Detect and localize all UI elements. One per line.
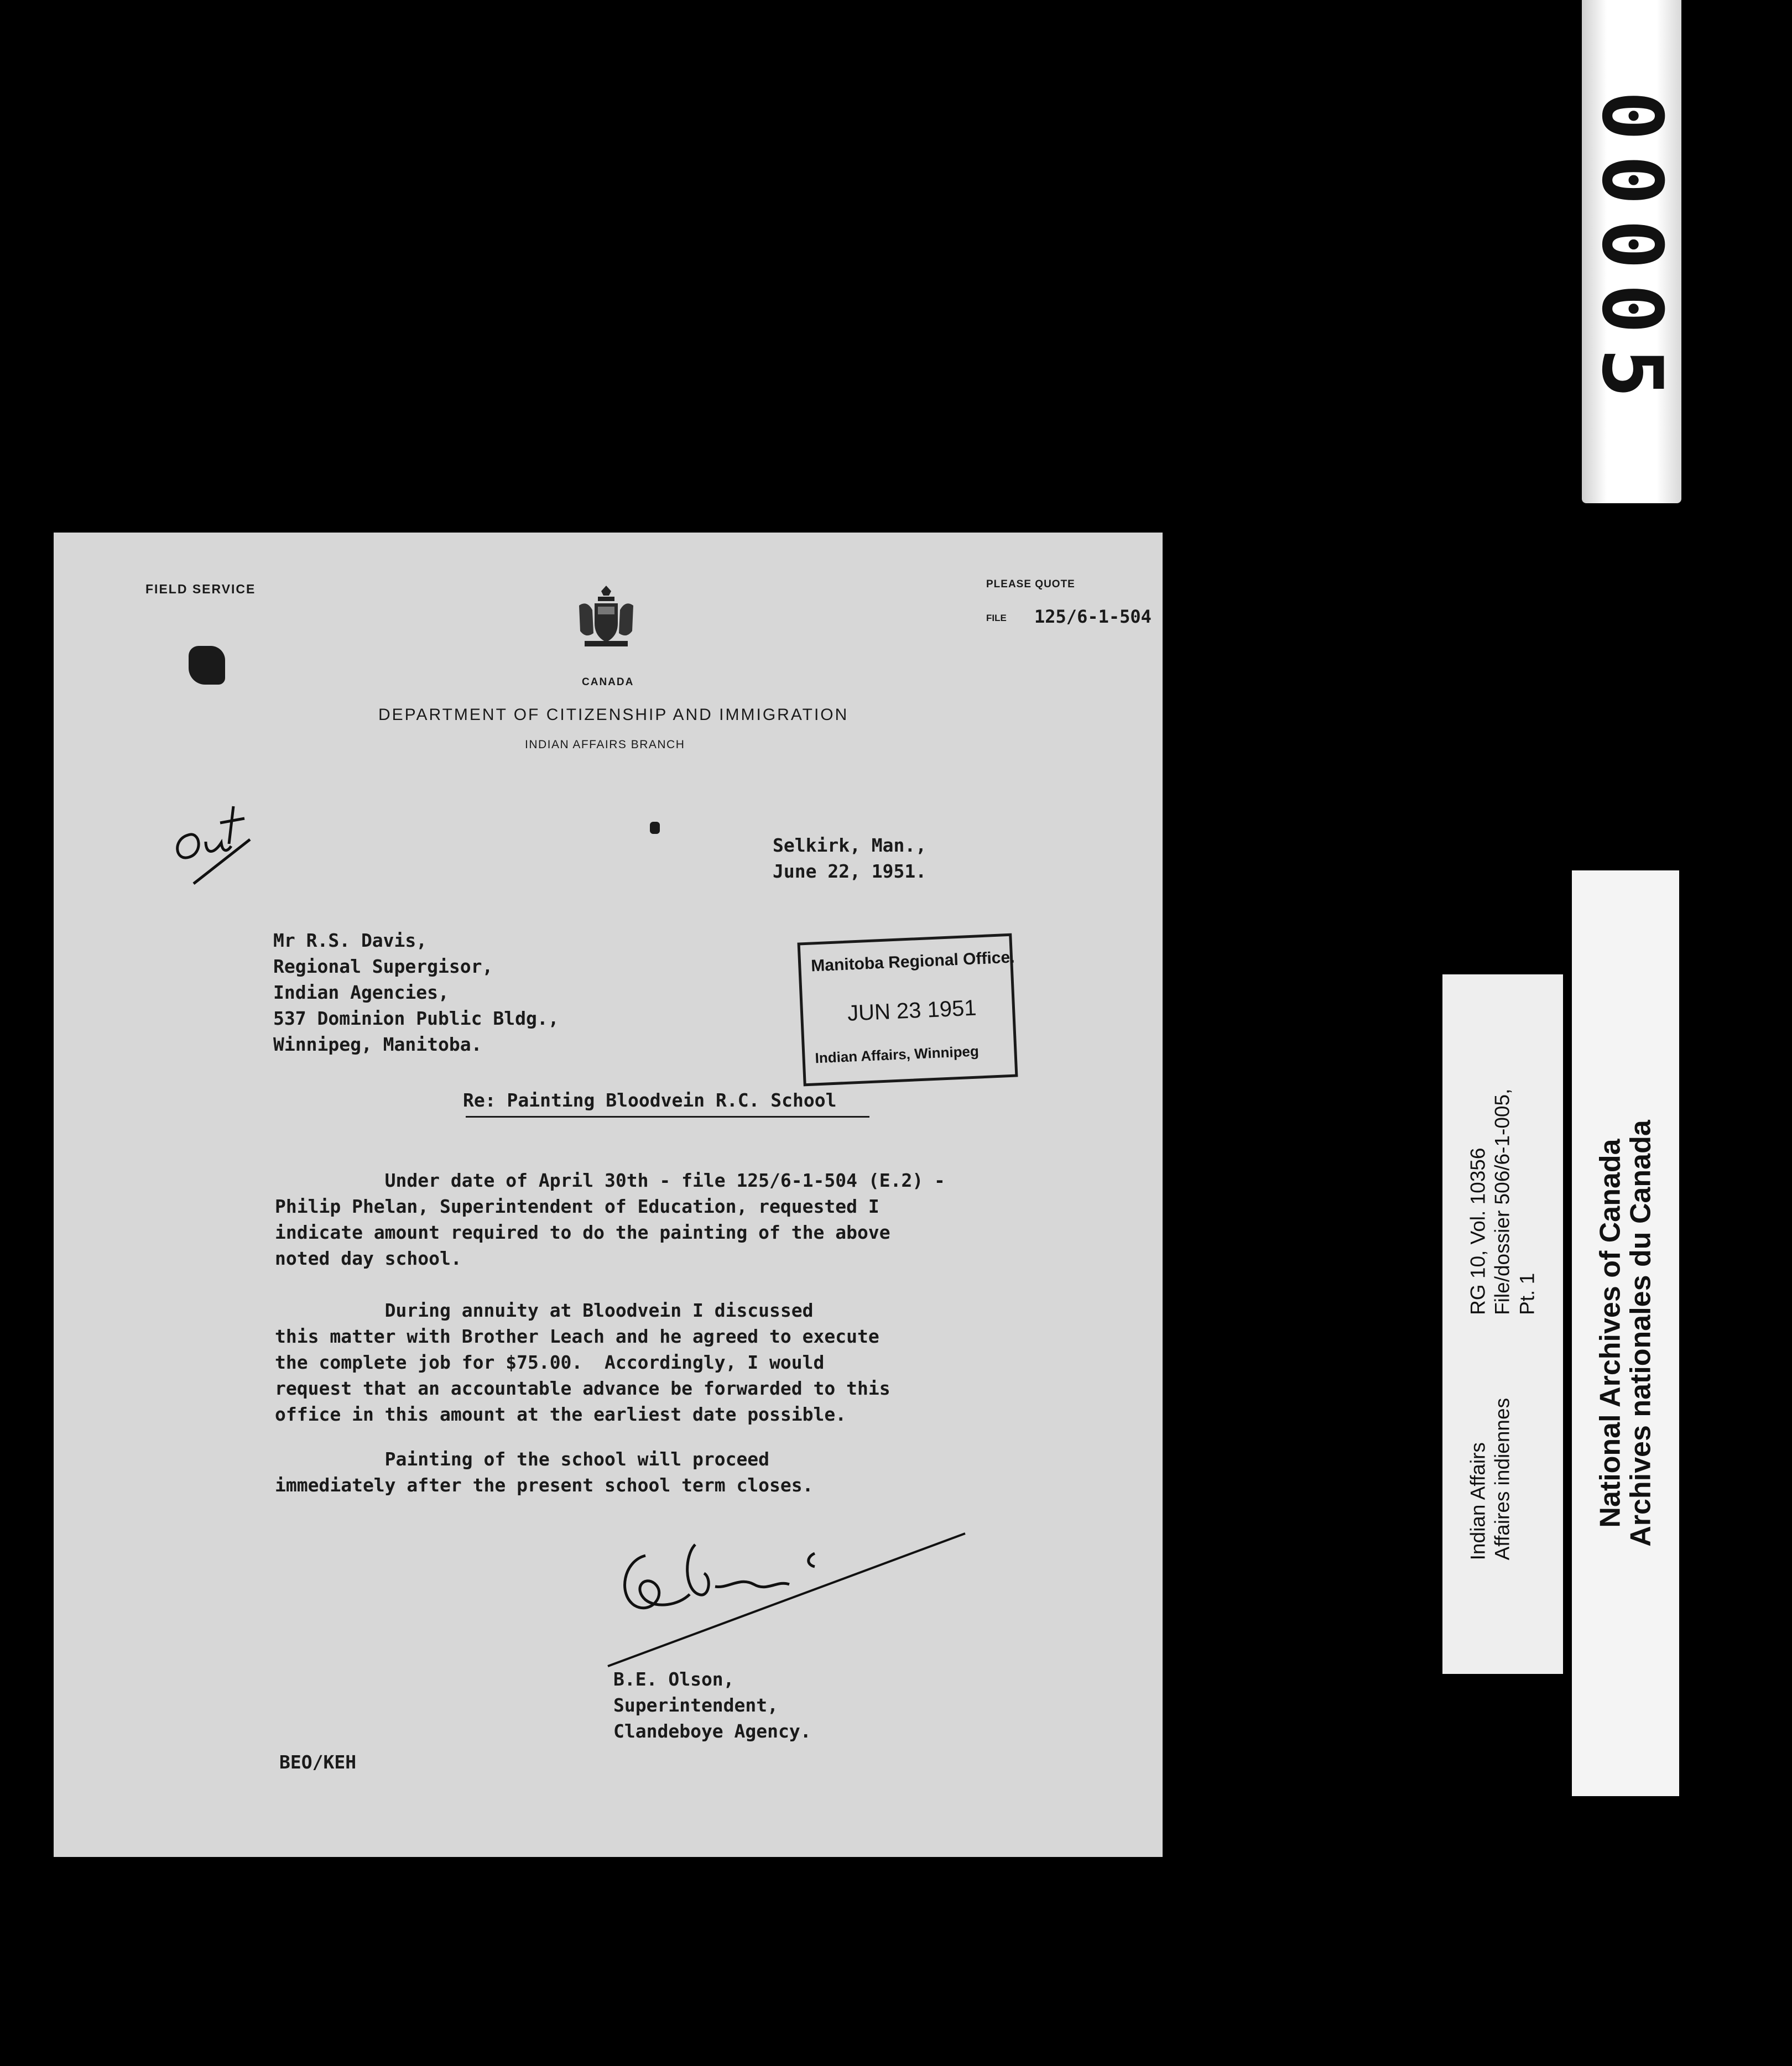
body-paragraph-3 — [275, 1446, 814, 1498]
handwritten-signature — [601, 1522, 977, 1683]
recipient-address — [273, 927, 559, 1057]
address-line: 537 Dominion Public Bldg., — [273, 1008, 559, 1029]
body-line: request that an accountable advance be forwarded to this — [275, 1378, 890, 1399]
file-number: 125/6-1-504 — [1034, 606, 1152, 627]
file-label: FILE — [986, 613, 1007, 623]
stamp-office: Manitoba Regional Office. — [810, 948, 1015, 975]
address-line: Winnipeg, Manitoba. — [273, 1034, 482, 1055]
card-line: Indian Affairs — [1466, 1442, 1489, 1560]
field-service-label: FIELD SERVICE — [145, 582, 256, 596]
signature-block — [613, 1666, 811, 1744]
card-ref-line: Pt. 1 — [1515, 1272, 1539, 1315]
body-line: noted day school. — [275, 1248, 462, 1269]
please-quote-label: PLEASE QUOTE — [986, 578, 1075, 590]
frame-number: 00005 — [1583, 91, 1680, 413]
department-title: DEPARTMENT OF CITIZENSHIP AND IMMIGRATION — [378, 706, 849, 724]
subject-line: Re: Painting Bloodvein R.C. School — [463, 1089, 837, 1111]
country-label: CANADA — [582, 676, 634, 688]
date-line: June 22, 1951. — [773, 860, 927, 882]
place-line: Selkirk, Man., — [773, 834, 927, 856]
national-archives-text — [1595, 1120, 1655, 1547]
signatory-title: Superintendent, — [613, 1694, 779, 1716]
address-line: Mr R.S. Davis, — [273, 930, 428, 951]
signatory-agency: Clandeboye Agency. — [613, 1720, 811, 1742]
stamp-date: JUN 23 1951 — [847, 995, 977, 1026]
ink-smudge — [189, 646, 225, 685]
body-line: Philip Phelan, Superintendent of Education, requested I — [275, 1196, 879, 1217]
place-date-block — [773, 832, 926, 884]
body-line: indicate amount required to do the painting of the above — [275, 1222, 890, 1243]
body-line: Under date of April 30th - file 125/6-1-504 (E.2) - — [275, 1170, 945, 1191]
national-archives-card — [1572, 870, 1679, 1796]
body-paragraph-1 — [275, 1167, 945, 1271]
branch-title: INDIAN AFFAIRS BRANCH — [525, 738, 685, 751]
address-line: Regional Supergisor, — [273, 956, 493, 977]
address-line: Indian Agencies, — [273, 982, 449, 1003]
ink-dot — [650, 822, 660, 834]
card-ref-line: File/dossier 506/6-1-005, — [1491, 1088, 1514, 1315]
letter-document — [54, 533, 1163, 1857]
body-line: During annuity at Bloodvein I discussed — [275, 1300, 814, 1321]
archives-name-en: National Archives of Canada — [1594, 1139, 1627, 1528]
subject-underline — [466, 1116, 869, 1118]
archive-reference-text — [1466, 1088, 1539, 1560]
reference-initials: BEO/KEH — [279, 1751, 357, 1773]
frame-number-strip — [1582, 0, 1681, 503]
card-ref-line: RG 10, Vol. 10356 — [1466, 1147, 1489, 1315]
body-line: immediately after the present school term closes. — [275, 1474, 814, 1496]
handwritten-out-note — [167, 784, 311, 895]
body-line: Painting of the school will proceed — [275, 1448, 770, 1470]
card-line: Affaires indiennes — [1491, 1397, 1514, 1560]
received-stamp — [798, 933, 1018, 1087]
archives-name-fr: Archives nationales du Canada — [1624, 1120, 1656, 1547]
body-line: office in this amount at the earliest date possible. — [275, 1404, 847, 1425]
stamp-location: Indian Affairs, Winnipeg — [814, 1042, 980, 1067]
body-paragraph-2 — [275, 1297, 890, 1427]
body-line: the complete job for $75.00. Accordingly, I would — [275, 1352, 825, 1373]
archive-reference-card — [1442, 974, 1563, 1674]
signatory-name: B.E. Olson, — [613, 1668, 734, 1690]
body-line: this matter with Brother Leach and he agreed to execute — [275, 1326, 879, 1347]
coat-of-arms-icon — [574, 583, 639, 650]
